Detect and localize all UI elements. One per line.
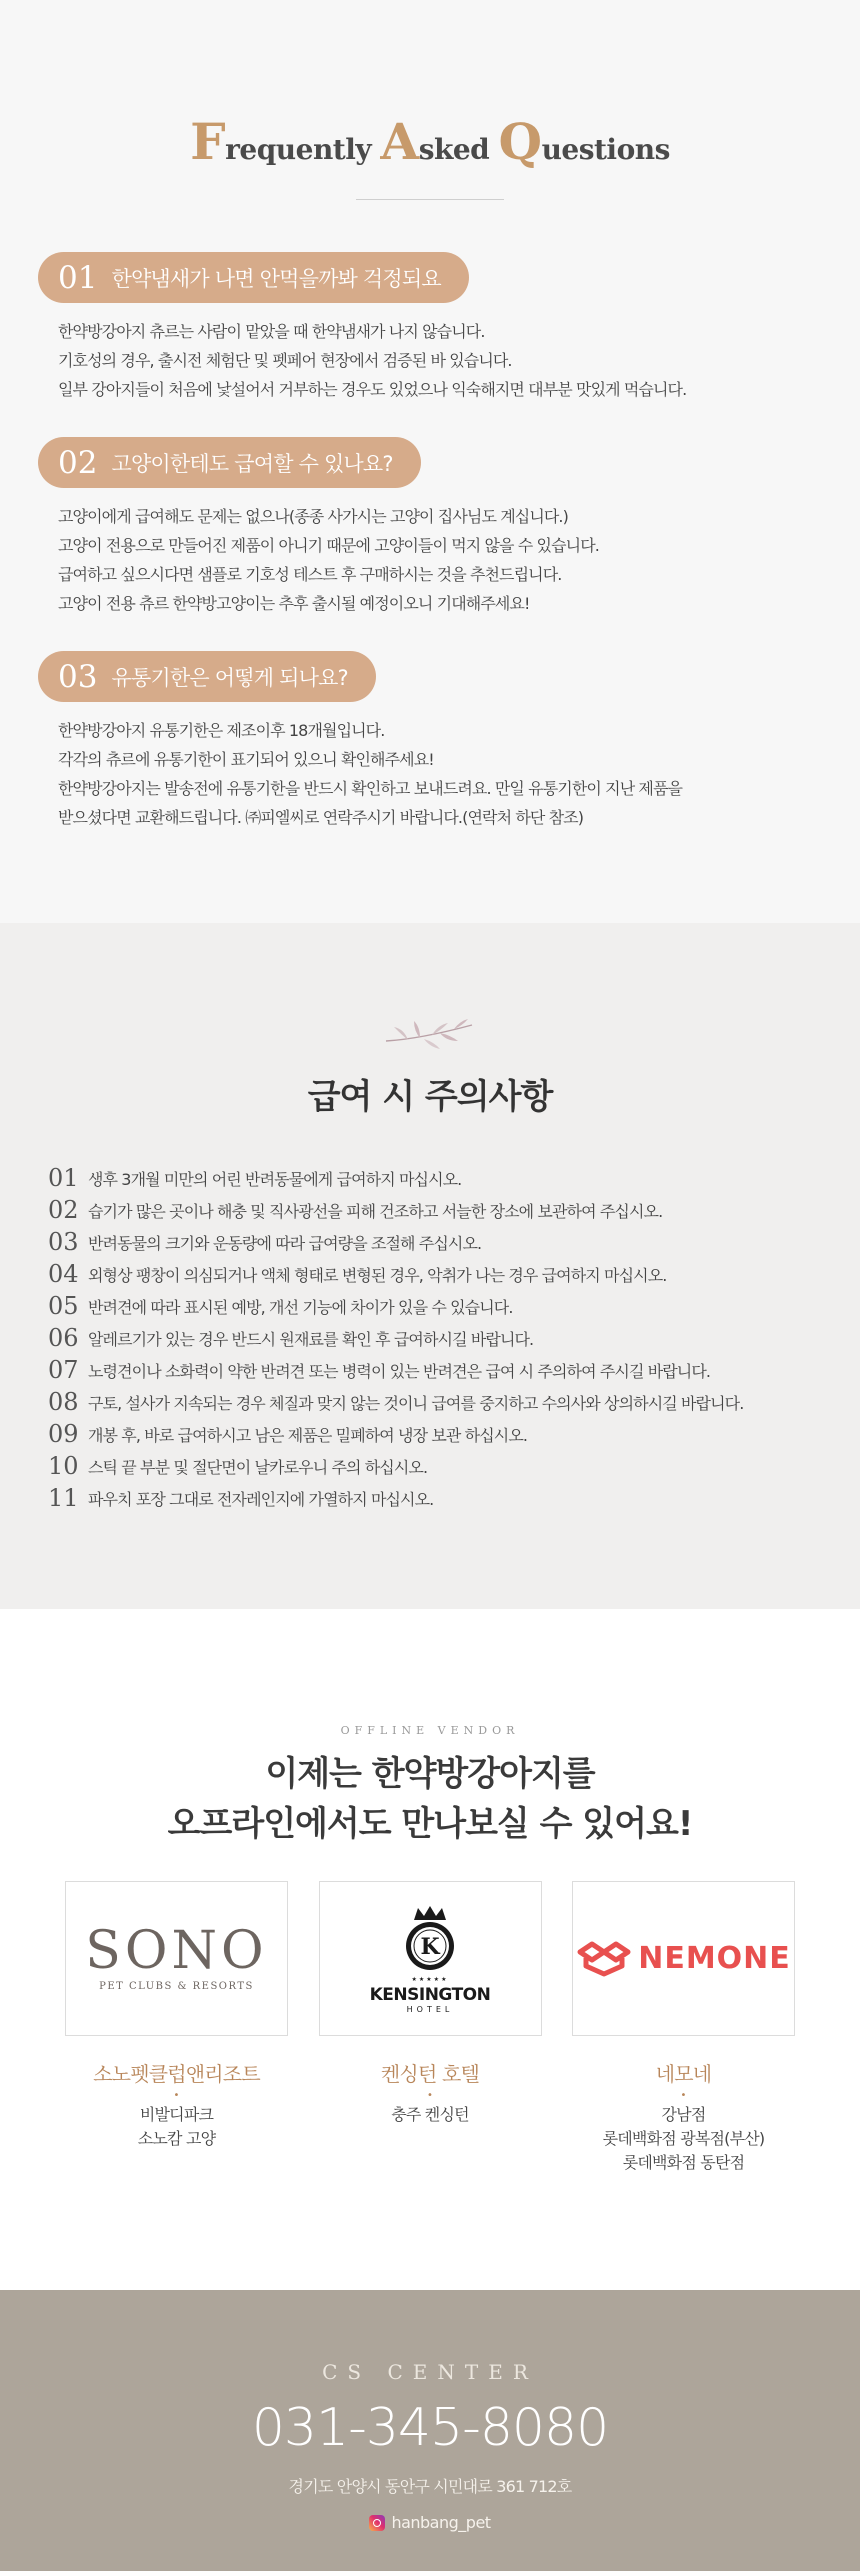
caution-item [48,1322,860,1354]
faq-question-pill [38,252,469,303]
faq-question: 한약냄새가 나면 안먹을까봐 걱정되요 [111,266,441,291]
caution-number: 03 [48,1228,79,1256]
caution-text: 반려견에 따라 표시된 예방, 개선 기능에 차이가 있을 수 있습니다. [88,1297,513,1317]
faq-number: 01 [58,259,98,296]
nemone-logo: NEMONE [572,1881,795,2036]
faq-answer-line: 기호성의 경우, 출시전 체험단 및 펫페어 현장에서 검증된 바 있습니다. [58,351,512,370]
caution-text: 노령견이나 소화력이 약한 반려견 또는 병력이 있는 반려견은 급여 시 주의하여 주시길 바랍니다. [88,1361,711,1381]
caution-item [48,1482,860,1514]
caution-number: 05 [48,1292,79,1320]
faq-answer-line: 고양이에게 급여해도 문제는 없으나(종종 사가시는 고양이 집사님도 계십니다.) [58,507,568,526]
caution-item [48,1194,860,1226]
faq-answer-line: 받으셨다면 교환해드립니다. ㈜피엘씨로 연락주시기 바랍니다.(연락처 하단 참조) [58,808,584,827]
vendor-branch: 비발디파크 [139,2105,214,2124]
caution-number: 02 [48,1196,79,1224]
faq-item [38,437,860,618]
kensington-logo: K ★★★★★ KENSINGTON HOTEL [319,1881,542,2036]
instagram-handle: hanbang_pet [391,2513,491,2532]
vendor-branch: 강남점 [661,2105,706,2124]
faq-answer-line: 한약방강아지는 발송전에 유통기한을 반드시 확인하고 보내드려요. 만일 유통기한이 지난 제품을 [58,779,683,798]
caution-list [0,1162,860,1514]
vendor-card-kensington [319,1881,542,2175]
caution-item [48,1162,860,1194]
faq-answer [38,317,860,404]
vendor-branch: 롯데백화점 동탄점 [622,2153,745,2172]
caution-text: 외형상 팽창이 의심되거나 액체 형태로 변형된 경우, 악취가 나는 경우 급여하지 마십시오. [88,1265,667,1285]
instagram-link[interactable] [369,2513,490,2532]
faq-number: 03 [58,658,98,695]
box-logo-icon [576,1940,632,1978]
caution-number: 11 [48,1484,79,1512]
caution-text: 스틱 끝 부분 및 절단면이 날카로우니 주의 하십시오. [88,1457,428,1477]
faq-item [38,252,860,404]
faq-answer-line: 각각의 츄르에 유통기한이 표기되어 있으니 확인해주세요! [58,750,434,769]
instagram-icon [369,2515,385,2531]
caution-text: 알레르기가 있는 경우 반드시 원재료를 확인 후 급여하시길 바랍니다. [88,1329,534,1349]
vendor-branch: 충주 켄싱턴 [391,2105,469,2124]
faq-question: 유통기한은 어떻게 되나요? [111,665,348,690]
caution-number: 07 [48,1356,79,1384]
caution-text: 개봉 후, 바로 급여하시고 남은 제품은 밀폐하여 냉장 보관 하십시오. [88,1425,528,1445]
faq-answer-line: 고양이 전용 츄르 한약방고양이는 추후 출시될 예정이오니 기대해주세요! [58,594,530,613]
caution-text: 반려동물의 크기와 운동량에 따라 급여량을 조절해 주십시오. [88,1233,482,1253]
vendor-card-sono [65,1881,288,2175]
offline-vendor-section [0,1609,860,2290]
cs-phone[interactable]: 031-345-8080 [251,2398,609,2458]
caution-title: 급여 시 주의사항 [307,1077,553,1117]
faq-answer-line: 한약방강아지 유통기한은 제조이후 18개월입니다. [58,721,385,740]
svg-text:K: K [420,1933,440,1960]
faq-list [0,252,860,832]
sono-logo: SONO PET CLUBS & RESORTS [65,1881,288,2036]
vendor-cards [65,1881,795,2175]
crown-emblem-icon [400,1904,460,1972]
faq-answer-line: 일부 강아지들이 처음에 낯설어서 거부하는 경우도 있었으나 익숙해지면 대부분 맛있게 먹습니다. [58,380,687,399]
caution-item [48,1386,860,1418]
faq-section [0,0,860,923]
caution-number: 08 [48,1388,79,1416]
caution-text: 생후 3개월 미만의 어린 반려동물에게 급여하지 마십시오. [88,1169,462,1189]
vendor-branch: 롯데백화점 광복점(부산) [602,2129,765,2148]
vendor-card-nemone [572,1881,795,2175]
cs-center-footer [0,2290,860,2571]
caution-number: 10 [48,1452,79,1480]
caution-item [48,1258,860,1290]
caution-item [48,1290,860,1322]
faq-answer [38,716,860,832]
vendor-name: 소노펫클럽앤리조트 [93,2062,260,2086]
cs-address: 경기도 안양시 동안구 시민대로 361 712호 [288,2477,572,2496]
faq-divider [356,199,504,200]
dot-separator-icon: • [173,2090,180,2101]
faq-answer-line: 급여하고 싶으시다면 샘플로 기호성 테스트 후 구매하시는 것을 추천드립니다. [58,565,562,584]
faq-question: 고양이한테도 급여할 수 있나요? [111,451,393,476]
caution-text: 구토, 설사가 지속되는 경우 체질과 맞지 않는 것이니 급여를 중지하고 수의사와 상의하시길 바랍니다. [88,1393,744,1413]
caution-number: 09 [48,1420,79,1448]
dot-separator-icon: • [680,2090,687,2101]
vendor-branch: 소노캄 고양 [137,2129,216,2148]
vendor-name: 네모네 [655,2062,712,2086]
faq-answer [38,502,860,618]
vendor-eyebrow: OFFLINE VENDOR [340,1724,520,1737]
faq-answer-line: 한약방강아지 츄르는 사람이 맡았을 때 한약냄새가 나지 않습니다. [58,322,485,341]
caution-text: 습기가 많은 곳이나 해충 및 직사광선을 피해 건조하고 서늘한 장소에 보관하여 주십시오. [88,1201,663,1221]
faq-title: Frequently Asked Questions [190,112,670,171]
caution-item [48,1354,860,1386]
cs-label: CS CENTER [322,2360,538,2384]
caution-text: 파우치 포장 그대로 전자레인지에 가열하지 마십시오. [88,1489,434,1509]
caution-item [48,1226,860,1258]
faq-answer-line: 고양이 전용으로 만들어진 제품이 아니기 때문에 고양이들이 먹지 않을 수 있습니다. [58,536,599,555]
faq-item [38,651,860,832]
vendor-name: 켄싱턴 호텔 [380,2062,480,2086]
vendor-title: 이제는 한약방강아지를 오프라인에서도 만나보실 수 있어요! [167,1754,693,1844]
faq-number: 02 [58,444,98,481]
faq-question-pill [38,437,421,488]
caution-number: 04 [48,1260,79,1288]
caution-item [48,1418,860,1450]
faq-question-pill [38,651,376,702]
branch-ornament-icon [380,1015,480,1055]
dot-separator-icon: • [427,2090,433,2101]
caution-number: 06 [48,1324,79,1352]
caution-number: 01 [48,1164,79,1192]
caution-item [48,1450,860,1482]
caution-section [0,923,860,1609]
